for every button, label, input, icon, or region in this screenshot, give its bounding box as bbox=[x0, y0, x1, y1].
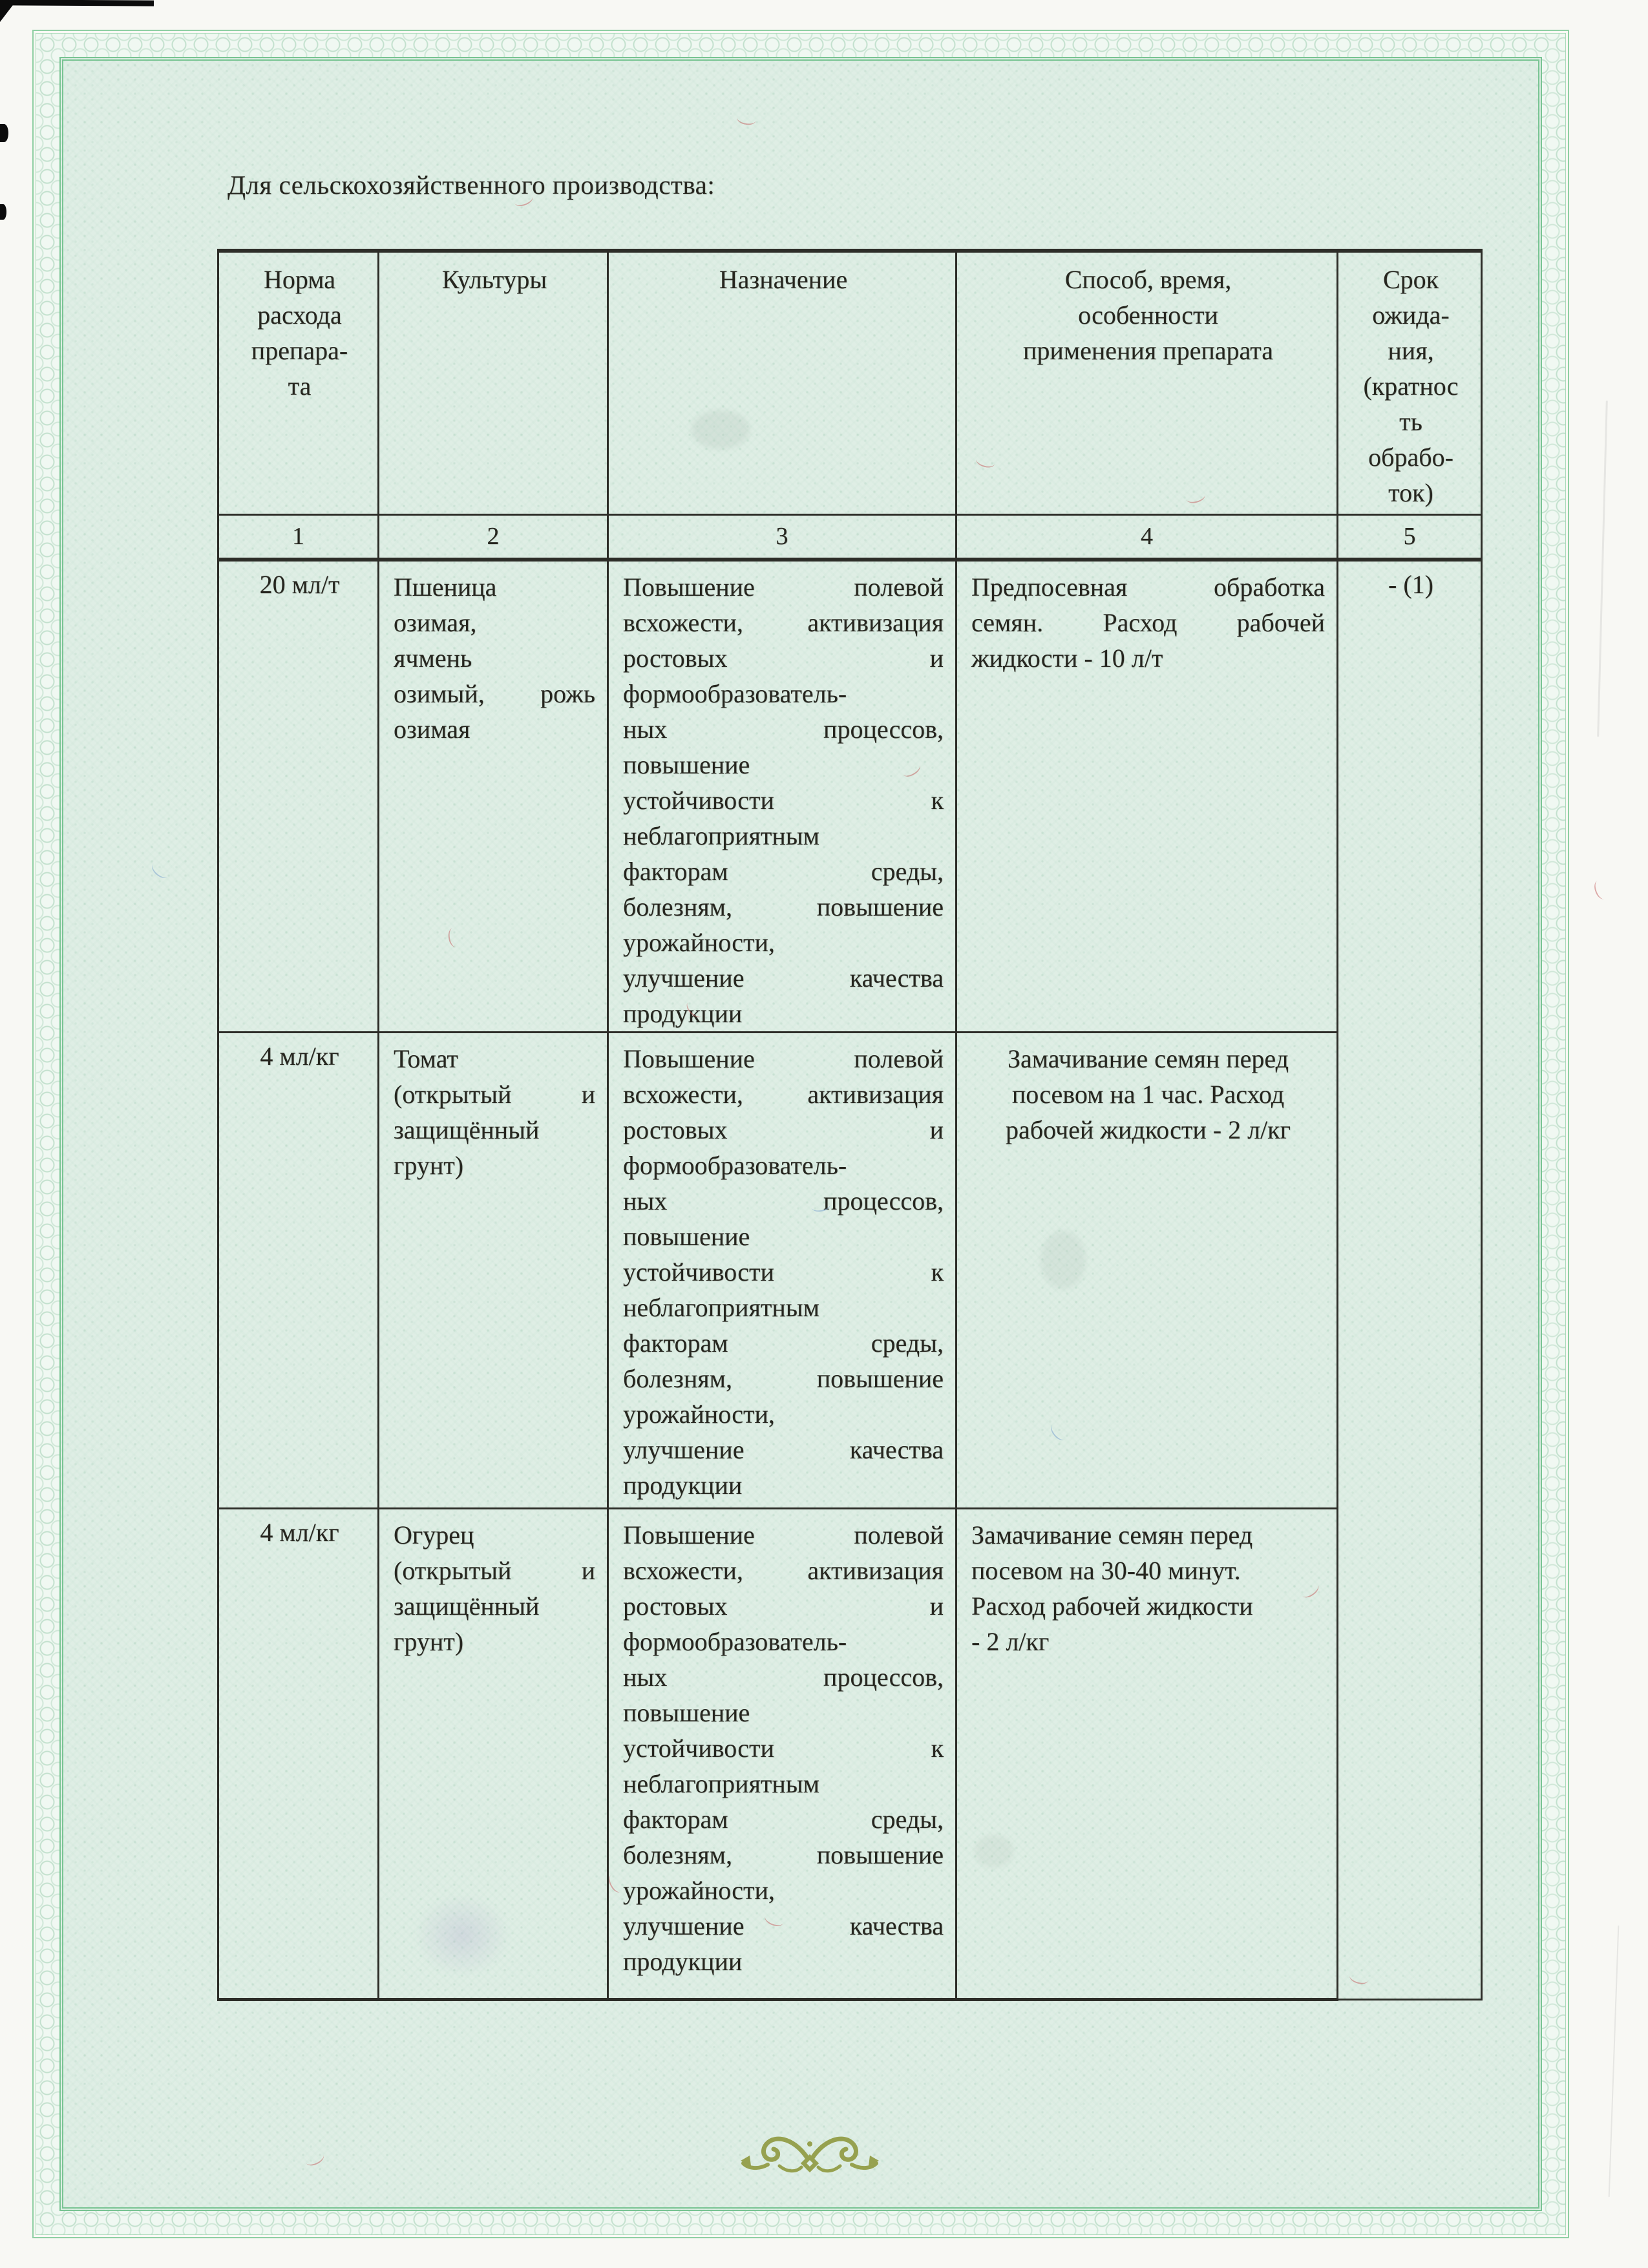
scan-artifact bbox=[0, 204, 6, 220]
column-numbering-row bbox=[218, 514, 1482, 560]
paper-smudge bbox=[975, 1835, 1013, 1867]
crop-cell: Огурец (открытый и защищённый грунт) bbox=[379, 1509, 608, 2000]
header-waiting: Срок ожида- ния, (кратнос ть обрабо- ток) bbox=[1338, 251, 1482, 514]
col-number: 2 bbox=[379, 514, 608, 560]
paper-smudge bbox=[1041, 1231, 1086, 1289]
paper-smudge bbox=[692, 410, 750, 449]
rate-cell: 4 мл/кг bbox=[218, 1509, 379, 2000]
table-row-tomato bbox=[218, 1033, 1482, 1509]
header-crops: Культуры bbox=[379, 251, 608, 514]
scan-artifact bbox=[9, 0, 154, 6]
method-cell: Замачивание семян перед посевом на 1 час. Расход рабочей жидкости - 2 л/кг bbox=[956, 1033, 1338, 1509]
col-number: 3 bbox=[608, 514, 956, 560]
crop-cell: Пшеница озимая, ячмень озимый, рожь озимая bbox=[379, 560, 608, 1033]
header-rate: Норма расхода препара- та bbox=[218, 251, 379, 514]
scan-artifact bbox=[0, 124, 8, 142]
page-title: Для сельскохозяйственного производства: bbox=[227, 170, 715, 200]
paper-fiber bbox=[1592, 879, 1609, 901]
header-purpose: Назначение bbox=[608, 251, 956, 514]
method-cell: Предпосевная обработка семян. Расход рабочей жидкости - 10 л/т bbox=[956, 560, 1338, 1033]
table-header-row bbox=[218, 251, 1482, 514]
rate-cell: 4 мл/кг bbox=[218, 1033, 379, 1509]
purpose-cell: Повышение полевой всхожести, активизация ростовых и формообразователь- ных процессов, повышение устойчивости к неблагоприятным факторам среды, болезням, повышение урожайности, улучшение качества продукции bbox=[608, 1509, 956, 2000]
application-table bbox=[217, 249, 1483, 2001]
ornament-flourish-icon bbox=[729, 2125, 891, 2183]
method-cell: Замачивание семян перед посевом на 30-40 минут. Расход рабочей жидкости - 2 л/кг bbox=[956, 1509, 1338, 2000]
table-row-cucumber bbox=[218, 1509, 1482, 2000]
col-number: 1 bbox=[218, 514, 379, 560]
header-method: Способ, время, особенности применения препарата bbox=[956, 251, 1338, 514]
rate-cell: 20 мл/т bbox=[218, 560, 379, 1033]
purpose-cell: Повышение полевой всхожести, активизация ростовых и формообразователь- ных процессов, повышение устойчивости к неблагоприятным факторам среды, болезням, повышение урожайности, улучшение качества продукции bbox=[608, 560, 956, 1033]
col-number: 4 bbox=[956, 514, 1338, 560]
col-number: 5 bbox=[1338, 514, 1482, 560]
waiting-period-cell: - (1) bbox=[1338, 560, 1482, 2000]
paper-crease bbox=[1609, 1926, 1620, 2197]
purpose-cell: Повышение полевой всхожести, активизация ростовых и формообразователь- ных процессов, повышение устойчивости к неблагоприятным факторам среды, болезням, повышение урожайности, улучшение качества продукции bbox=[608, 1033, 956, 1509]
crop-cell: Томат (открытый и защищённый грунт) bbox=[379, 1033, 608, 1509]
paper-crease bbox=[1597, 401, 1608, 737]
ink-smudge bbox=[414, 1893, 511, 1977]
table-row-winter-cereals bbox=[218, 560, 1482, 1033]
